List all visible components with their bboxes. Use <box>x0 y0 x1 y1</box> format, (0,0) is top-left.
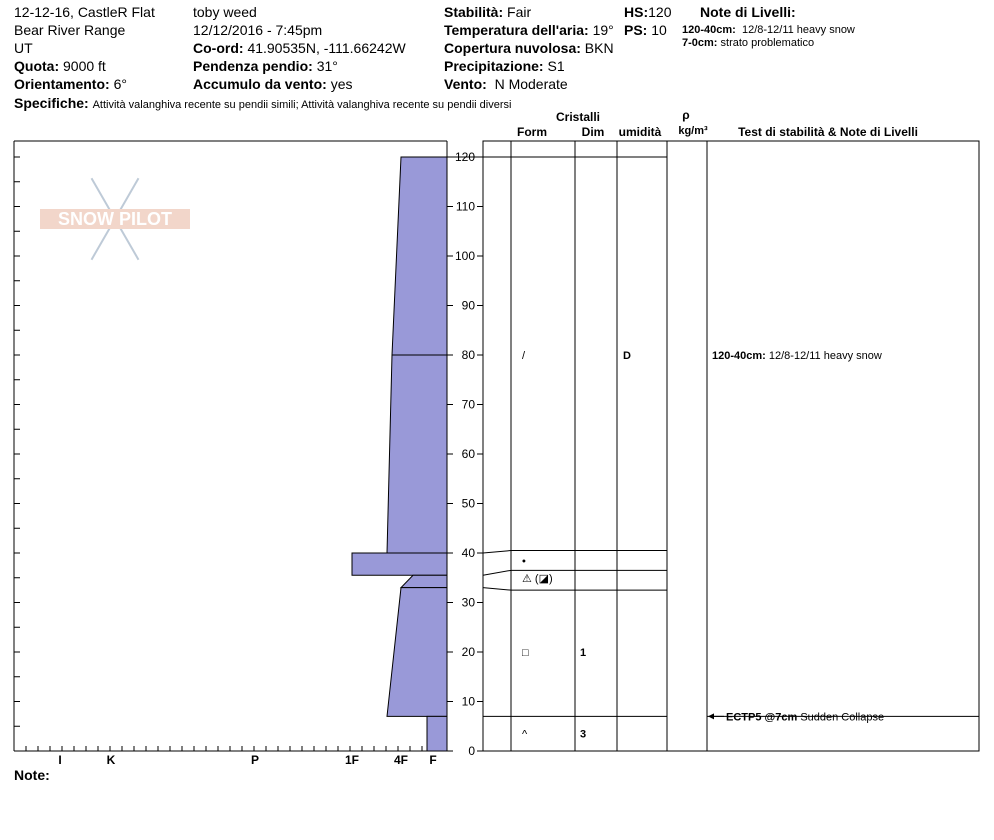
moisture-header: umidità <box>618 125 662 139</box>
elevation: Quota: 9000 ft <box>14 58 106 74</box>
hardness-axis-label: I <box>58 753 62 767</box>
grain-size: 3 <box>580 728 587 741</box>
air-temperature: Temperatura dell'aria: 19° <box>444 22 614 38</box>
hardness-bar <box>401 575 447 587</box>
y-tick-label: 70 <box>461 397 475 412</box>
hardness-bar <box>352 553 447 575</box>
slope-angle: Pendenza pendio: 31° <box>193 58 338 74</box>
hardness-axis-label: F <box>429 753 437 767</box>
y-tick-label: 120 <box>454 150 475 164</box>
aspect: Orientamento: 6° <box>14 76 127 92</box>
layer-note-1: 120-40cm: 12/8-12/11 heavy snow <box>682 24 855 36</box>
grain-form: ⚠ (◪) <box>522 572 553 585</box>
logo-text: SNOW PILOT <box>58 209 172 229</box>
stability-notes-header: Test di stabilità & Note di Livelli <box>738 125 918 139</box>
hardness-axis-label: 4F <box>393 753 409 767</box>
y-tick-label: 30 <box>461 595 475 610</box>
moisture-value: D <box>623 350 631 362</box>
grain-form: ^ <box>522 728 528 741</box>
y-tick-label: 110 <box>455 199 475 214</box>
hardness-bar <box>387 588 447 717</box>
sky-cover: Copertura nuvolosa: BKN <box>444 40 614 56</box>
y-tick-label: 50 <box>461 496 475 511</box>
y-tick-label: 20 <box>461 645 475 659</box>
grain-form: • <box>522 555 526 568</box>
density-symbol: ρ <box>682 108 690 122</box>
hardness-axis-label: P <box>250 753 260 767</box>
form-header: Form <box>517 125 547 139</box>
stability-note: 120-40cm: 12/8-12/11 heavy snow <box>712 350 882 362</box>
coordinates: Co-ord: 41.90535N, -111.66242W <box>193 40 406 56</box>
y-tick-label: 10 <box>461 694 475 709</box>
hardness-bar <box>387 355 447 553</box>
density-unit-header: kg/m³ <box>678 125 708 137</box>
stability: Stabilità: Fair <box>444 4 532 20</box>
stability-note: ECTP5 @7cm Sudden Collapse <box>726 711 885 724</box>
wind: Vento: N Moderate <box>444 76 568 92</box>
grain-form: / <box>522 350 526 362</box>
location-title: 12-12-16, CastleR Flat <box>14 4 155 20</box>
mountain-range: Bear River Range <box>14 22 126 38</box>
wind-loading: Accumulo da vento: yes <box>193 76 353 92</box>
y-tick-label: 90 <box>461 298 475 313</box>
snowpilot-logo <box>40 178 190 259</box>
state: UT <box>14 40 33 56</box>
layer-note-2: 7-0cm: strato problematico <box>682 37 815 49</box>
grain-form: □ <box>522 647 529 659</box>
precipitation: Precipitazione: S1 <box>444 58 565 74</box>
specifics: Specifiche: Attività valanghiva recente su pendii simili; Attività valanghiva recente su pendii diversi <box>14 95 512 111</box>
penetration: PS: 10 <box>624 22 667 38</box>
datetime: 12/12/2016 - 7:45pm <box>193 22 323 38</box>
y-tick-label: 0 <box>468 744 475 758</box>
hardness-axis-label: 1F <box>344 753 360 767</box>
test-arrowhead <box>708 713 714 719</box>
y-tick-label: 100 <box>454 249 475 263</box>
y-tick-label: 80 <box>461 348 475 362</box>
layer-notes-title: Note di Livelli: <box>700 4 796 20</box>
notes-label: Note: <box>14 767 50 783</box>
grain-size: 1 <box>580 647 587 659</box>
layer-table-frame <box>483 141 979 751</box>
observer: toby weed <box>193 4 257 20</box>
snow-height: HS:120 <box>624 4 672 20</box>
crystals-header: Cristalli <box>555 110 601 124</box>
y-tick-label: 40 <box>461 546 475 560</box>
y-tick-label: 60 <box>461 447 475 461</box>
hardness-axis-label: K <box>106 753 116 767</box>
hardness-bar <box>427 716 447 751</box>
size-header: Dim <box>581 125 605 139</box>
hardness-bar <box>392 157 447 355</box>
